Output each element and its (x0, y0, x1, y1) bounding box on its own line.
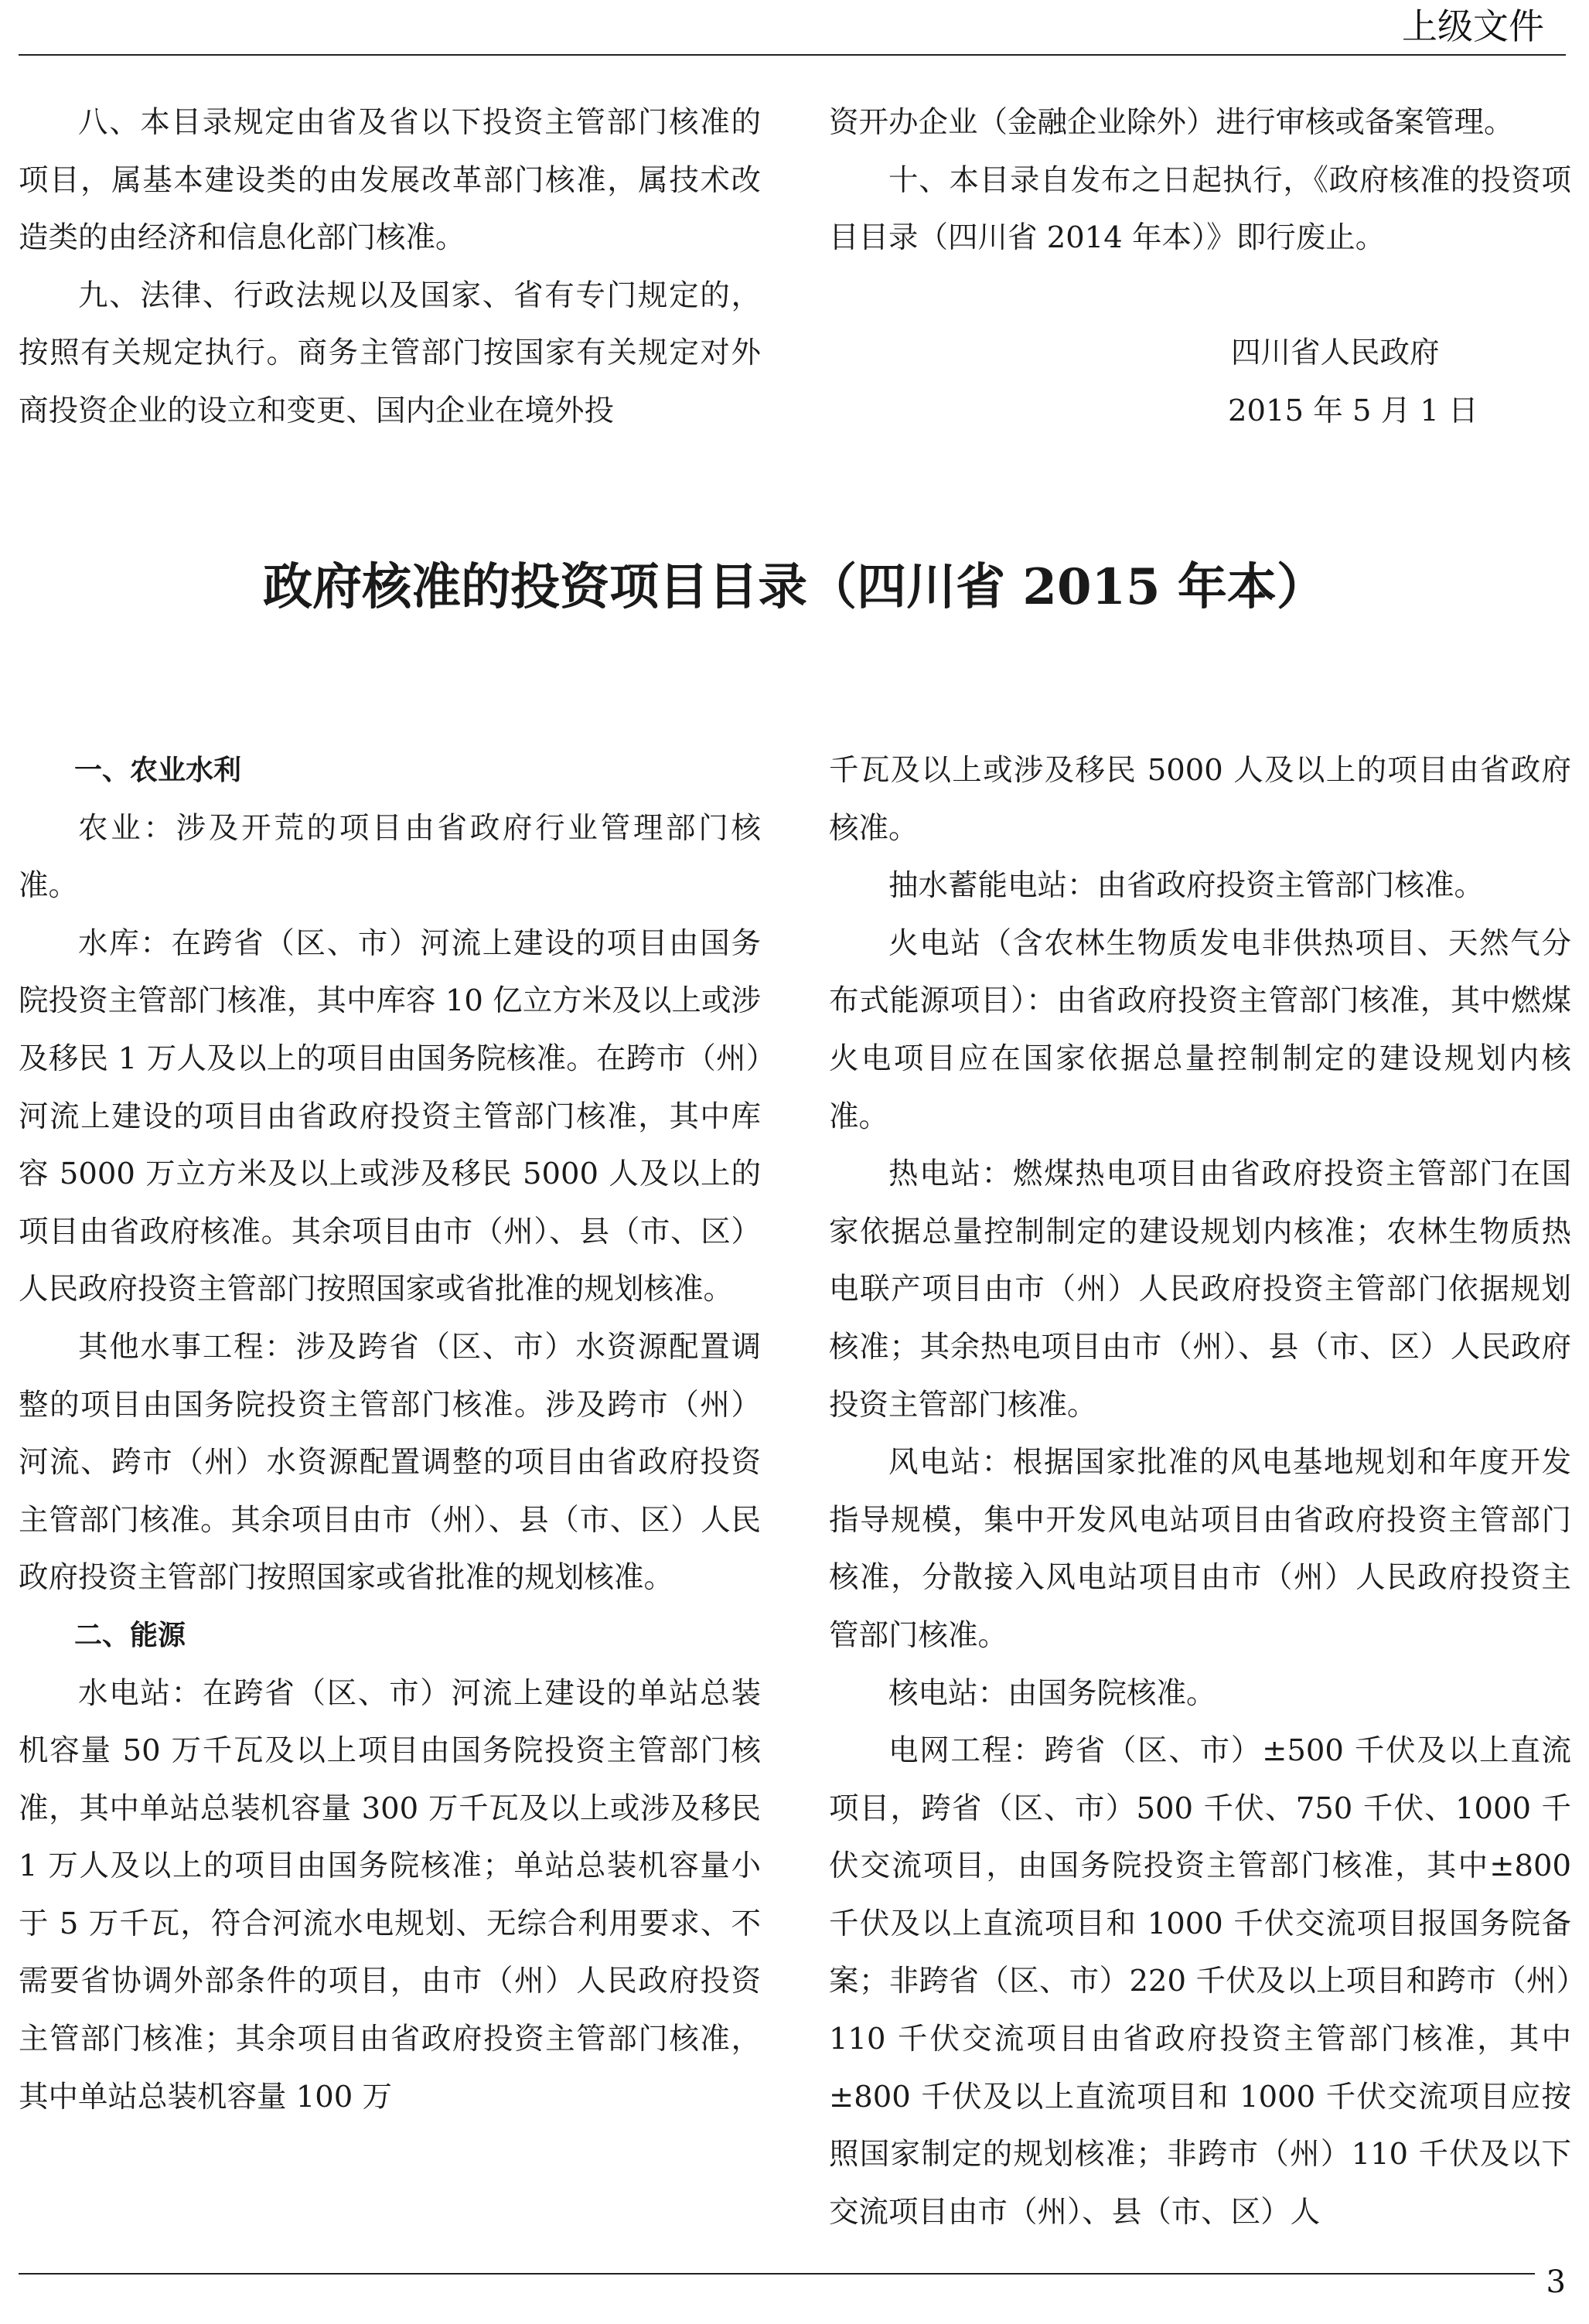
paragraph-water-projects: 其他水事工程：涉及跨省（区、市）水资源配置调整的项目由国务院投资主管部门核准。涉及跨市（州）河流、跨市（州）水资源配置调整的项目由省政府投资主管部门核准。其余项目由市（州）、县（市、区）人民政府投资主管部门按照国家或省批准的规划核准。 (19, 1329, 761, 1596)
top-left-column (19, 94, 761, 441)
footer-divider (19, 2273, 1535, 2275)
section-heading-agriculture: 一、农业水利 (74, 755, 242, 786)
paragraph-hydropower-cont: 千瓦及以上或涉及移民 5000 人及以上的项目由省政府核准。 (829, 753, 1571, 846)
paragraph-item-9: 九、法律、行政法规以及国家、省有专门规定的，按照有关规定执行。商务主管部门按国家有关规定对外商投资企业的设立和变更、国内企业在境外投 (19, 278, 761, 428)
paragraph-nuclear-power: 核电站：由国务院核准。 (888, 1675, 1216, 1711)
section-heading-energy: 二、能源 (74, 1619, 186, 1651)
top-right-column (829, 94, 1571, 267)
paragraph-item-9-cont: 资开办企业（金融企业除外）进行审核或备案管理。 (829, 105, 1514, 140)
paragraph-pumped-storage: 抽水蓄能电站：由省政府投资主管部门核准。 (888, 868, 1485, 904)
signature-date: 2015 年 5 月 1 日 (1228, 393, 1478, 428)
section-label: 上级文件 (1402, 5, 1544, 47)
page-number: 3 (1546, 2264, 1566, 2300)
paragraph-wind-power: 风电站：根据国家批准的风电基地规划和年度开发指导规模，集中开发风电站项目由省政府投资主管部门核准，分散接入风电站项目由市（州）人民政府投资主管部门核准。 (829, 1445, 1571, 1653)
paragraph-power-grid: 电网工程：跨省（区、市）±500 千伏及以上直流项目，跨省（区、市）500 千伏、750 千伏、1000 千伏交流项目，由国务院投资主管部门核准，其中±800 千伏及以上直流项目和 1000 千伏交流项目报国务院备案；非跨省（区、市）220 千伏及以上项目和跨市（州）110 千伏交流项目由省政府投资主管部门核准，其中±800 千伏及以上直流项目和 1000 千伏交流项目应按照国家制定的规划核准；非跨市（州）110 千伏及以下交流项目由市（州）、县（市、区）人 (829, 1733, 1571, 2230)
main-right-column (829, 742, 1571, 2241)
document-title: 政府核准的投资项目目录（四川省 2015 年本） (263, 558, 1326, 616)
paragraph-agriculture: 农业：涉及开荒的项目由省政府行业管理部门核准。 (19, 810, 761, 904)
paragraph-hydropower: 水电站：在跨省（区、市）河流上建设的单站总装机容量 50 万千瓦及以上项目由国务院投资主管部门核准，其中单站总装机容量 300 万千瓦及以上或涉及移民 1 万人及以上的项目由国务院核准；单站总装机容量小于 5 万千瓦，符合河流水电规划、无综合利用要求、不需要省协调外部条件的项目，由市（州）人民政府投资主管部门核准；其余项目由省政府投资主管部门核准，其中单站总装机容量 100 万 (19, 1675, 761, 2114)
signature-block (829, 325, 1571, 440)
paragraph-item-10: 十、本目录自发布之日起执行，《政府核准的投资项目目录（四川省 2014 年本）》即行废止。 (829, 162, 1571, 256)
paragraph-reservoir: 水库：在跨省（区、市）河流上建设的项目由国务院投资主管部门核准，其中库容 10 亿立方米及以上或涉及移民 1 万人及以上的项目由国务院核准。在跨市（州）河流上建设的项目由省政府投资主管部门核准，其中库容 5000 万立方米及以上或涉及移民 5000 人及以上的项目由省政府核准。其余项目由市（州）、县（市、区）人民政府投资主管部门按照国家或省批准的规划核准。 (19, 925, 761, 1307)
header-divider (19, 54, 1566, 56)
paragraph-thermal-power: 火电站（含农林生物质发电非供热项目、天然气分布式能源项目）：由省政府投资主管部门核准，其中燃煤火电项目应在国家依据总量控制制定的建设规划内核准。 (829, 925, 1571, 1134)
paragraph-item-8: 八、本目录规定由省及省以下投资主管部门核准的项目，属基本建设类的由发展改革部门核准，属技术改造类的由经济和信息化部门核准。 (19, 105, 761, 256)
main-left-column (19, 742, 761, 2126)
paragraph-heat-power: 热电站：燃煤热电项目由省政府投资主管部门在国家依据总量控制制定的建设规划内核准；农林生物质热电联产项目由市（州）人民政府投资主管部门依据规划核准；其余热电项目由市（州）、县（市、区）人民政府投资主管部门核准。 (829, 1157, 1571, 1423)
signature-org: 四川省人民政府 (1231, 336, 1440, 370)
